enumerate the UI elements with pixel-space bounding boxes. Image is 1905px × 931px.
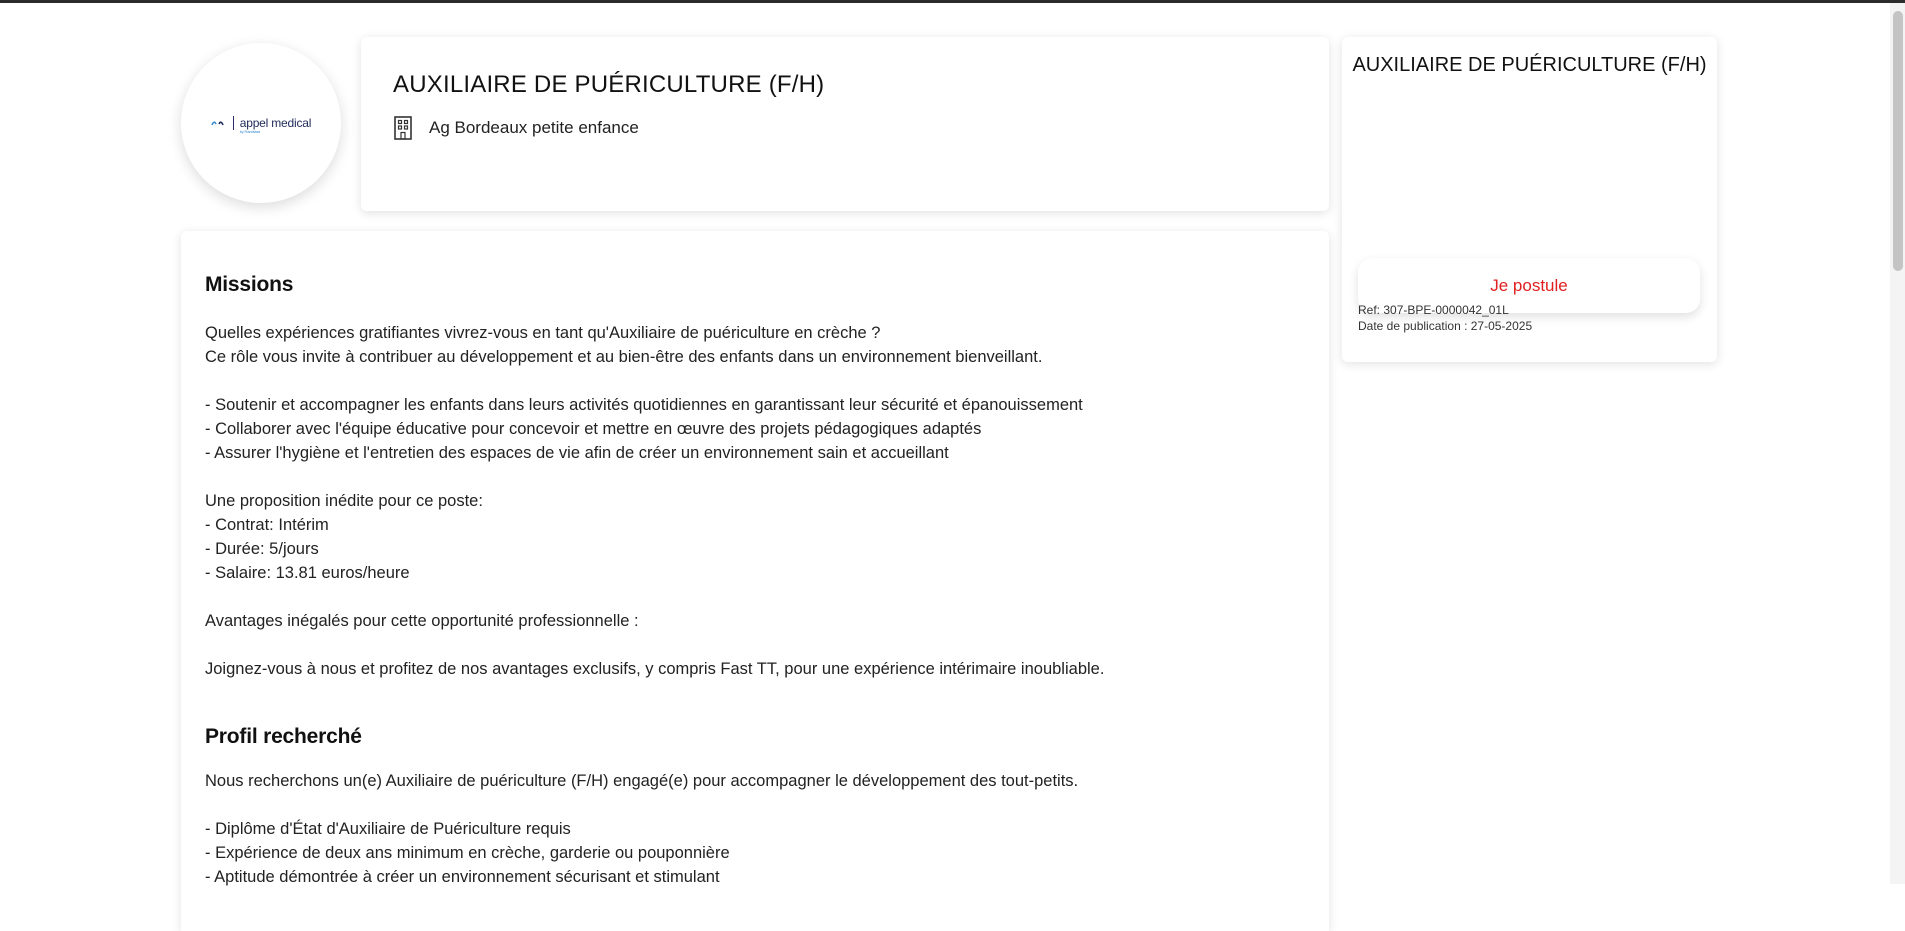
job-reference: Ref: 307-BPE-0000042_01L: [1358, 303, 1509, 317]
missions-intro-line: Quelles expériences gratifiantes vivrez-vous en tant qu'Auxiliaire de puériculture en crèche ?: [205, 324, 881, 342]
publication-date: Date de publication : 27-05-2025: [1358, 319, 1533, 333]
logo-text: [239, 116, 312, 134]
profile-requirement: - Expérience de deux ans minimum en crèche, garderie ou pouponnière: [205, 844, 730, 862]
window-top-border: [0, 0, 1905, 3]
job-meta: [1358, 302, 1532, 334]
company-name: Ag Bordeaux petite enfance: [429, 118, 639, 137]
logo-mark-icon: [211, 118, 227, 128]
profile-requirement: - Diplôme d'État d'Auxiliaire de Puériculture requis: [205, 820, 571, 838]
advantages-line: Avantages inégalés pour cette opportunité professionnelle :: [205, 612, 639, 630]
logo-subtext: by Randstad: [239, 129, 261, 134]
missions-heading: Missions: [205, 273, 294, 296]
logo-separator: [233, 116, 234, 130]
company-row: [393, 116, 639, 140]
job-header-card: [361, 37, 1329, 211]
company-logo: [181, 43, 341, 203]
scrollbar-thumb[interactable]: [1893, 11, 1903, 271]
sidebar-job-title: AUXILIAIRE DE PUÉRICULTURE (F/H): [1352, 54, 1707, 76]
missions-task-item: - Assurer l'hygiène et l'entretien des espaces de vie afin de créer un environnement sain et accueillant: [205, 444, 949, 462]
profile-intro: Nous recherchons un(e) Auxiliaire de puériculture (F/H) engagé(e) pour accompagner le développement des tout-petits.: [205, 772, 1079, 790]
job-description: [205, 273, 1305, 889]
scrollbar[interactable]: [1890, 3, 1905, 884]
missions-task-item: - Soutenir et accompagner les enfants dans leurs activités quotidiennes en garantissant leur sécurité et épanouissement: [205, 396, 1083, 414]
building-icon: [393, 116, 413, 140]
closing-line: Joignez-vous à nous et profitez de nos avantages exclusifs, y compris Fast TT, pour une expérience intérimaire inoubliable.: [205, 660, 1105, 678]
offer-line: - Durée: 5/jours: [205, 540, 319, 558]
missions-task-item: - Collaborer avec l'équipe éducative pour concevoir et mettre en œuvre des projets pédagogiques adaptés: [205, 420, 982, 438]
missions-text: [205, 321, 1305, 681]
apply-sidebar-card: [1342, 37, 1717, 362]
job-description-card: [181, 231, 1329, 931]
job-title: AUXILIAIRE DE PUÉRICULTURE (F/H): [393, 71, 825, 98]
missions-intro-line: Ce rôle vous invite à contribuer au développement et au bien-être des enfants dans un environnement bienveillant.: [205, 348, 1043, 366]
profile-text: [205, 769, 1305, 889]
logo-wordmark: appel medical: [239, 116, 312, 130]
offer-line: Une proposition inédite pour ce poste:: [205, 492, 483, 510]
apply-button[interactable]: Je postule: [1358, 258, 1700, 313]
offer-line: - Salaire: 13.81 euros/heure: [205, 564, 410, 582]
appel-medical-logo: [211, 116, 312, 134]
profile-heading: Profil recherché: [205, 725, 362, 748]
offer-line: - Contrat: Intérim: [205, 516, 329, 534]
profile-requirement: - Aptitude démontrée à créer un environnement sécurisant et stimulant: [205, 868, 720, 886]
